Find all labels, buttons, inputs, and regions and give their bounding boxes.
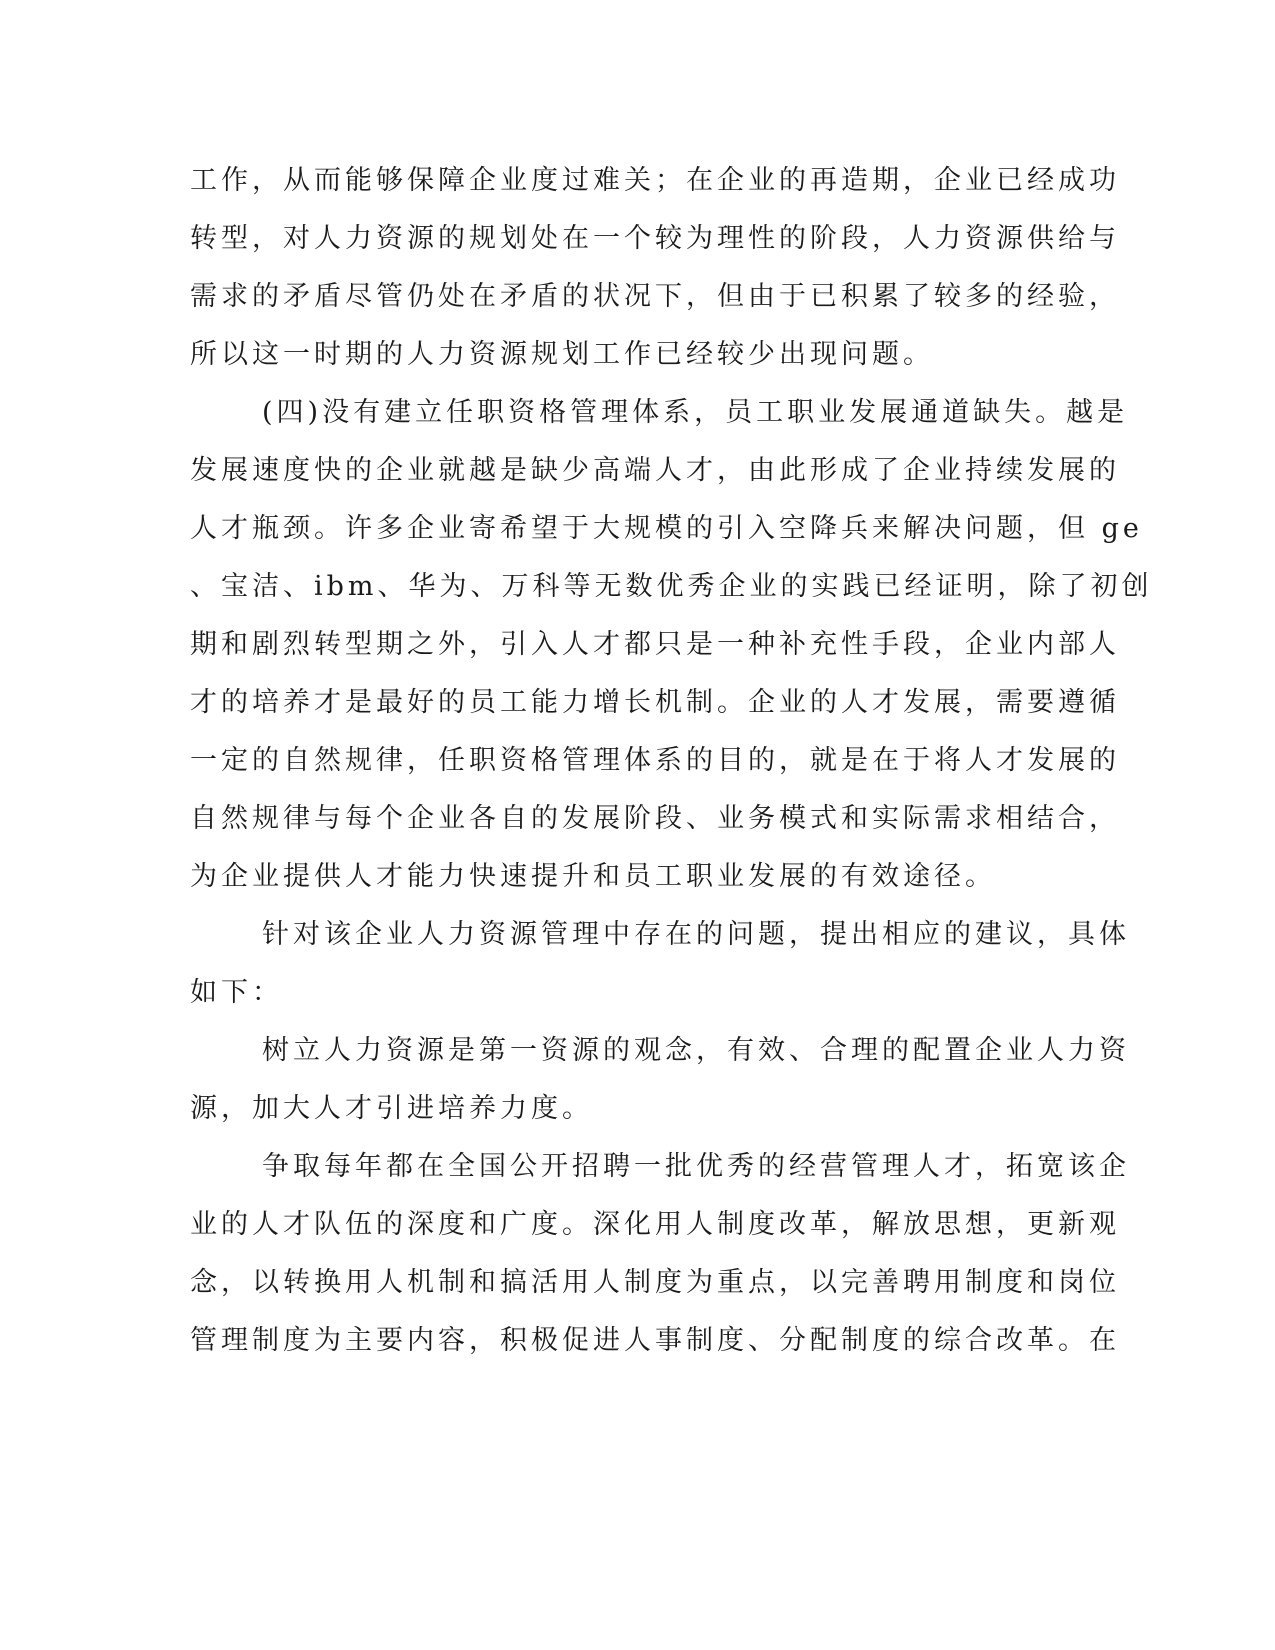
- text-line: 业的人才队伍的深度和广度。深化用人制度改革，解放思想，更新观: [190, 1209, 1120, 1240]
- text-line: 、宝洁、ibm、华为、万科等无数优秀企业的实践已经证明，除了初创: [190, 571, 1153, 602]
- text-line: 争取每年都在全国公开招聘一批优秀的经营管理人才，拓宽该企: [262, 1151, 1130, 1182]
- text-line: 源，加大人才引进培养力度。: [190, 1093, 593, 1124]
- text-line: 如下：: [190, 977, 283, 1008]
- text-line: 针对该企业人力资源管理中存在的问题，提出相应的建议，具体: [262, 919, 1130, 950]
- text-line: 发展速度快的企业就越是缺少高端人才，由此形成了企业持续发展的: [190, 455, 1120, 486]
- text-line: 需求的矛盾尽管仍处在矛盾的状况下，但由于已积累了较多的经验，: [190, 281, 1120, 312]
- text-line: 为企业提供人才能力快速提升和员工职业发展的有效途径。: [190, 861, 996, 892]
- text-line: 期和剧烈转型期之外，引入人才都只是一种补充性手段，企业内部人: [190, 629, 1120, 660]
- text-line: 所以这一时期的人力资源规划工作已经较少出现问题。: [190, 339, 934, 370]
- text-line: 自然规律与每个企业各自的发展阶段、业务模式和实际需求相结合，: [190, 803, 1120, 834]
- text-line: 才的培养才是最好的员工能力增长机制。企业的人才发展，需要遵循: [190, 687, 1120, 718]
- text-line: 树立人力资源是第一资源的观念，有效、合理的配置企业人力资: [262, 1035, 1130, 1066]
- text-line: 工作，从而能够保障企业度过难关；在企业的再造期，企业已经成功: [190, 165, 1120, 196]
- text-line: 一定的自然规律，任职资格管理体系的目的，就是在于将人才发展的: [190, 745, 1120, 776]
- text-line: 管理制度为主要内容，积极促进人事制度、分配制度的综合改革。在: [190, 1325, 1120, 1356]
- text-line: 念，以转换用人机制和搞活用人制度为重点，以完善聘用制度和岗位: [190, 1267, 1120, 1298]
- text-line: 人才瓶颈。许多企业寄希望于大规模的引入空降兵来解决问题，但 ge: [190, 513, 1143, 544]
- text-line: 转型，对人力资源的规划处在一个较为理性的阶段，人力资源供给与: [190, 223, 1120, 254]
- text-line: (四)没有建立任职资格管理体系，员工职业发展通道缺失。越是: [262, 397, 1129, 428]
